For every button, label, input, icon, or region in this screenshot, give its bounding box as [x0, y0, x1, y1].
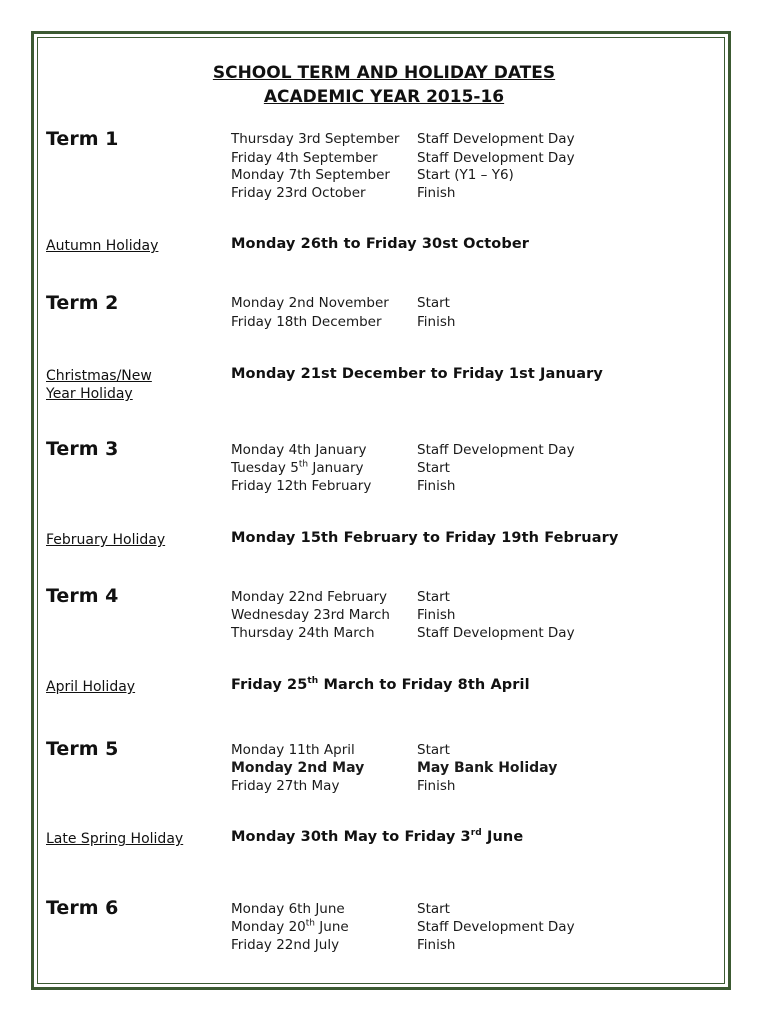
- holiday-range-february: Monday 15th February to Friday 19th February: [231, 530, 619, 546]
- term-2-row: [0, 314, 768, 332]
- term-5-row: [0, 760, 768, 778]
- document-subtitle: ACADEMIC YEAR 2015-16: [263, 87, 505, 107]
- term-5-row: [0, 742, 768, 760]
- term-5-label: Term 5: [46, 738, 119, 760]
- row-event: Finish: [417, 778, 456, 794]
- holiday-label-line: Year Holiday: [46, 386, 133, 402]
- holiday-label-christmas: [46, 367, 216, 403]
- row-event: Start: [417, 742, 450, 758]
- row-event: Finish: [417, 185, 456, 201]
- holiday-range-christmas: Monday 21st December to Friday 1st January: [231, 366, 603, 382]
- row-date: Monday 11th April: [231, 742, 355, 758]
- row-date: Monday 22nd February: [231, 589, 388, 605]
- term-2-label: Term 2: [46, 292, 119, 314]
- row-date: Monday 7th September: [231, 167, 390, 183]
- row-date: Monday 6th June: [231, 901, 345, 917]
- row-event: Start: [417, 901, 450, 917]
- term-1-label: Term 1: [46, 128, 119, 150]
- row-date: Monday 2nd November: [231, 295, 389, 311]
- row-date: Friday 22nd July: [231, 937, 340, 953]
- term-3-row: [0, 442, 768, 460]
- holiday-label-april: April Holiday: [46, 679, 136, 695]
- term-2-row: [0, 295, 768, 313]
- row-date: Wednesday 23rd March: [231, 607, 390, 623]
- term-4-label: Term 4: [46, 585, 119, 607]
- term-4-row: [0, 607, 768, 625]
- row-date: Monday 4th January: [231, 442, 367, 458]
- term-4-row: [0, 589, 768, 607]
- row-event: Staff Development Day: [417, 919, 575, 935]
- row-date: Thursday 24th March: [231, 625, 375, 641]
- row-date: Friday 23rd October: [231, 185, 366, 201]
- term-4-row: [0, 625, 768, 643]
- term-1-row: [0, 167, 768, 185]
- term-6-row: [0, 901, 768, 919]
- row-date: Friday 27th May: [231, 778, 340, 794]
- holiday-label-late-spring: Late Spring Holiday: [46, 831, 184, 847]
- term-6-label: Term 6: [46, 897, 119, 919]
- row-event: Finish: [417, 937, 456, 953]
- row-event: Staff Development Day: [417, 442, 575, 458]
- holiday-range-autumn: Monday 26th to Friday 30st October: [231, 236, 530, 252]
- term-1-row: [0, 150, 768, 168]
- term-1-row: [0, 185, 768, 203]
- term-3-row: [0, 460, 768, 478]
- holiday-range-april: Friday 25th March to Friday 8th April: [231, 676, 530, 693]
- row-event: Staff Development Day: [417, 131, 575, 147]
- document-title: SCHOOL TERM AND HOLIDAY DATES: [212, 63, 556, 83]
- term-6-row: [0, 937, 768, 955]
- term-5-row: [0, 778, 768, 796]
- row-event: Start: [417, 460, 450, 476]
- row-date: Friday 18th December: [231, 314, 382, 330]
- holiday-label-autumn: Autumn Holiday: [46, 238, 159, 254]
- holiday-range-late-spring: Monday 30th May to Friday 3rd June: [231, 828, 524, 845]
- row-date: Thursday 3rd September: [231, 131, 400, 147]
- row-event: Start (Y1 – Y6): [417, 167, 514, 183]
- holiday-label-february: February Holiday: [46, 532, 166, 548]
- row-date: Friday 12th February: [231, 478, 372, 494]
- row-event: Start: [417, 295, 450, 311]
- term-3-label: Term 3: [46, 438, 119, 460]
- row-event: May Bank Holiday: [417, 760, 558, 776]
- term-6-row: [0, 919, 768, 937]
- row-event: Finish: [417, 478, 456, 494]
- row-event: Finish: [417, 607, 456, 623]
- row-event: Staff Development Day: [417, 625, 575, 641]
- row-date: Tuesday 5th January: [231, 459, 364, 476]
- row-date: Friday 4th September: [231, 150, 378, 166]
- term-1-row: [0, 131, 768, 149]
- row-event: Staff Development Day: [417, 150, 575, 166]
- row-date: Monday 2nd May: [231, 760, 365, 776]
- row-event: Start: [417, 589, 450, 605]
- row-date: Monday 20th June: [231, 918, 349, 935]
- holiday-label-line: Christmas/New: [46, 368, 152, 384]
- row-event: Finish: [417, 314, 456, 330]
- term-3-row: [0, 478, 768, 496]
